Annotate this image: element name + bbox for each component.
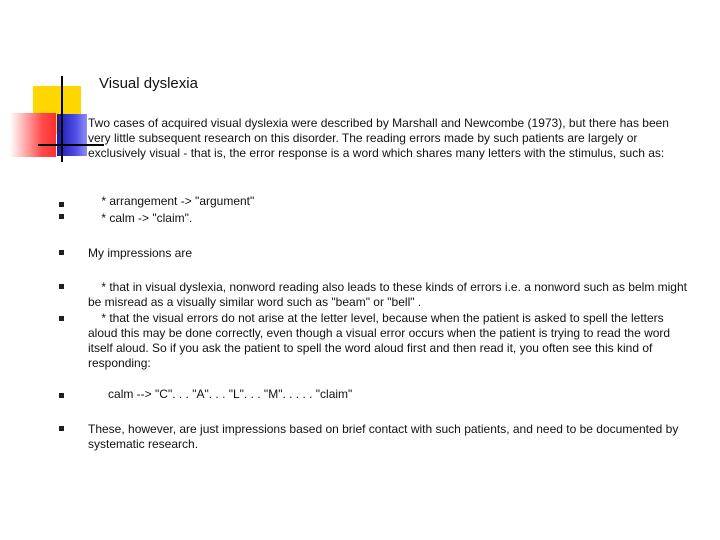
paragraph-impression-1: * that in visual dyslexia, nonword reading also leads to these kinds of errors i.e. a nonword such as belm might be misread as a visually similar word such as "beam" or "bell" . [88, 280, 691, 309]
bullet-marker [59, 250, 64, 255]
paragraph-impressions: My impressions are [88, 246, 193, 260]
paragraph-impression-2: * that the visual errors do not arise at the letter level, because when the patient is asked to spell the letters aloud this may be done correctly, even though a visual error occurs when the patient is trying to read the word itself aloud. So if you ask the patient to spell the word aloud first and then read it, you often see this kind of responding: [88, 311, 674, 370]
bullet-marker [59, 284, 64, 289]
decor-red-square [10, 113, 56, 157]
paragraph-example-2: * calm -> "claim". [88, 211, 193, 225]
paragraph-intro: Two cases of acquired visual dyslexia were described by Marshall and Newcombe (1973), but there has been very little subsequent research on this disorder. The reading errors made by such patients are largely or exclusively visual - that is, the error response is a word which shares many letters with the stimulus, such as: [88, 116, 673, 160]
slide-title: Visual dyslexia [99, 75, 198, 92]
paragraph-conclusion: These, however, are just impressions based on brief contact with such patients, and need to be documented by systematic research. [88, 422, 682, 451]
bullet-marker [59, 316, 64, 321]
bullet-marker [59, 426, 64, 431]
bullet-marker [59, 393, 64, 398]
paragraph-example-1: * arrangement -> "argument" [88, 194, 255, 208]
paragraph-spelling-example: calm --> "C". . . "A". . . "L". . . "M". . . . . "claim" [88, 387, 353, 401]
bullet-marker [59, 202, 64, 207]
decor-vertical-line [61, 76, 63, 162]
bullet-marker [59, 214, 64, 219]
